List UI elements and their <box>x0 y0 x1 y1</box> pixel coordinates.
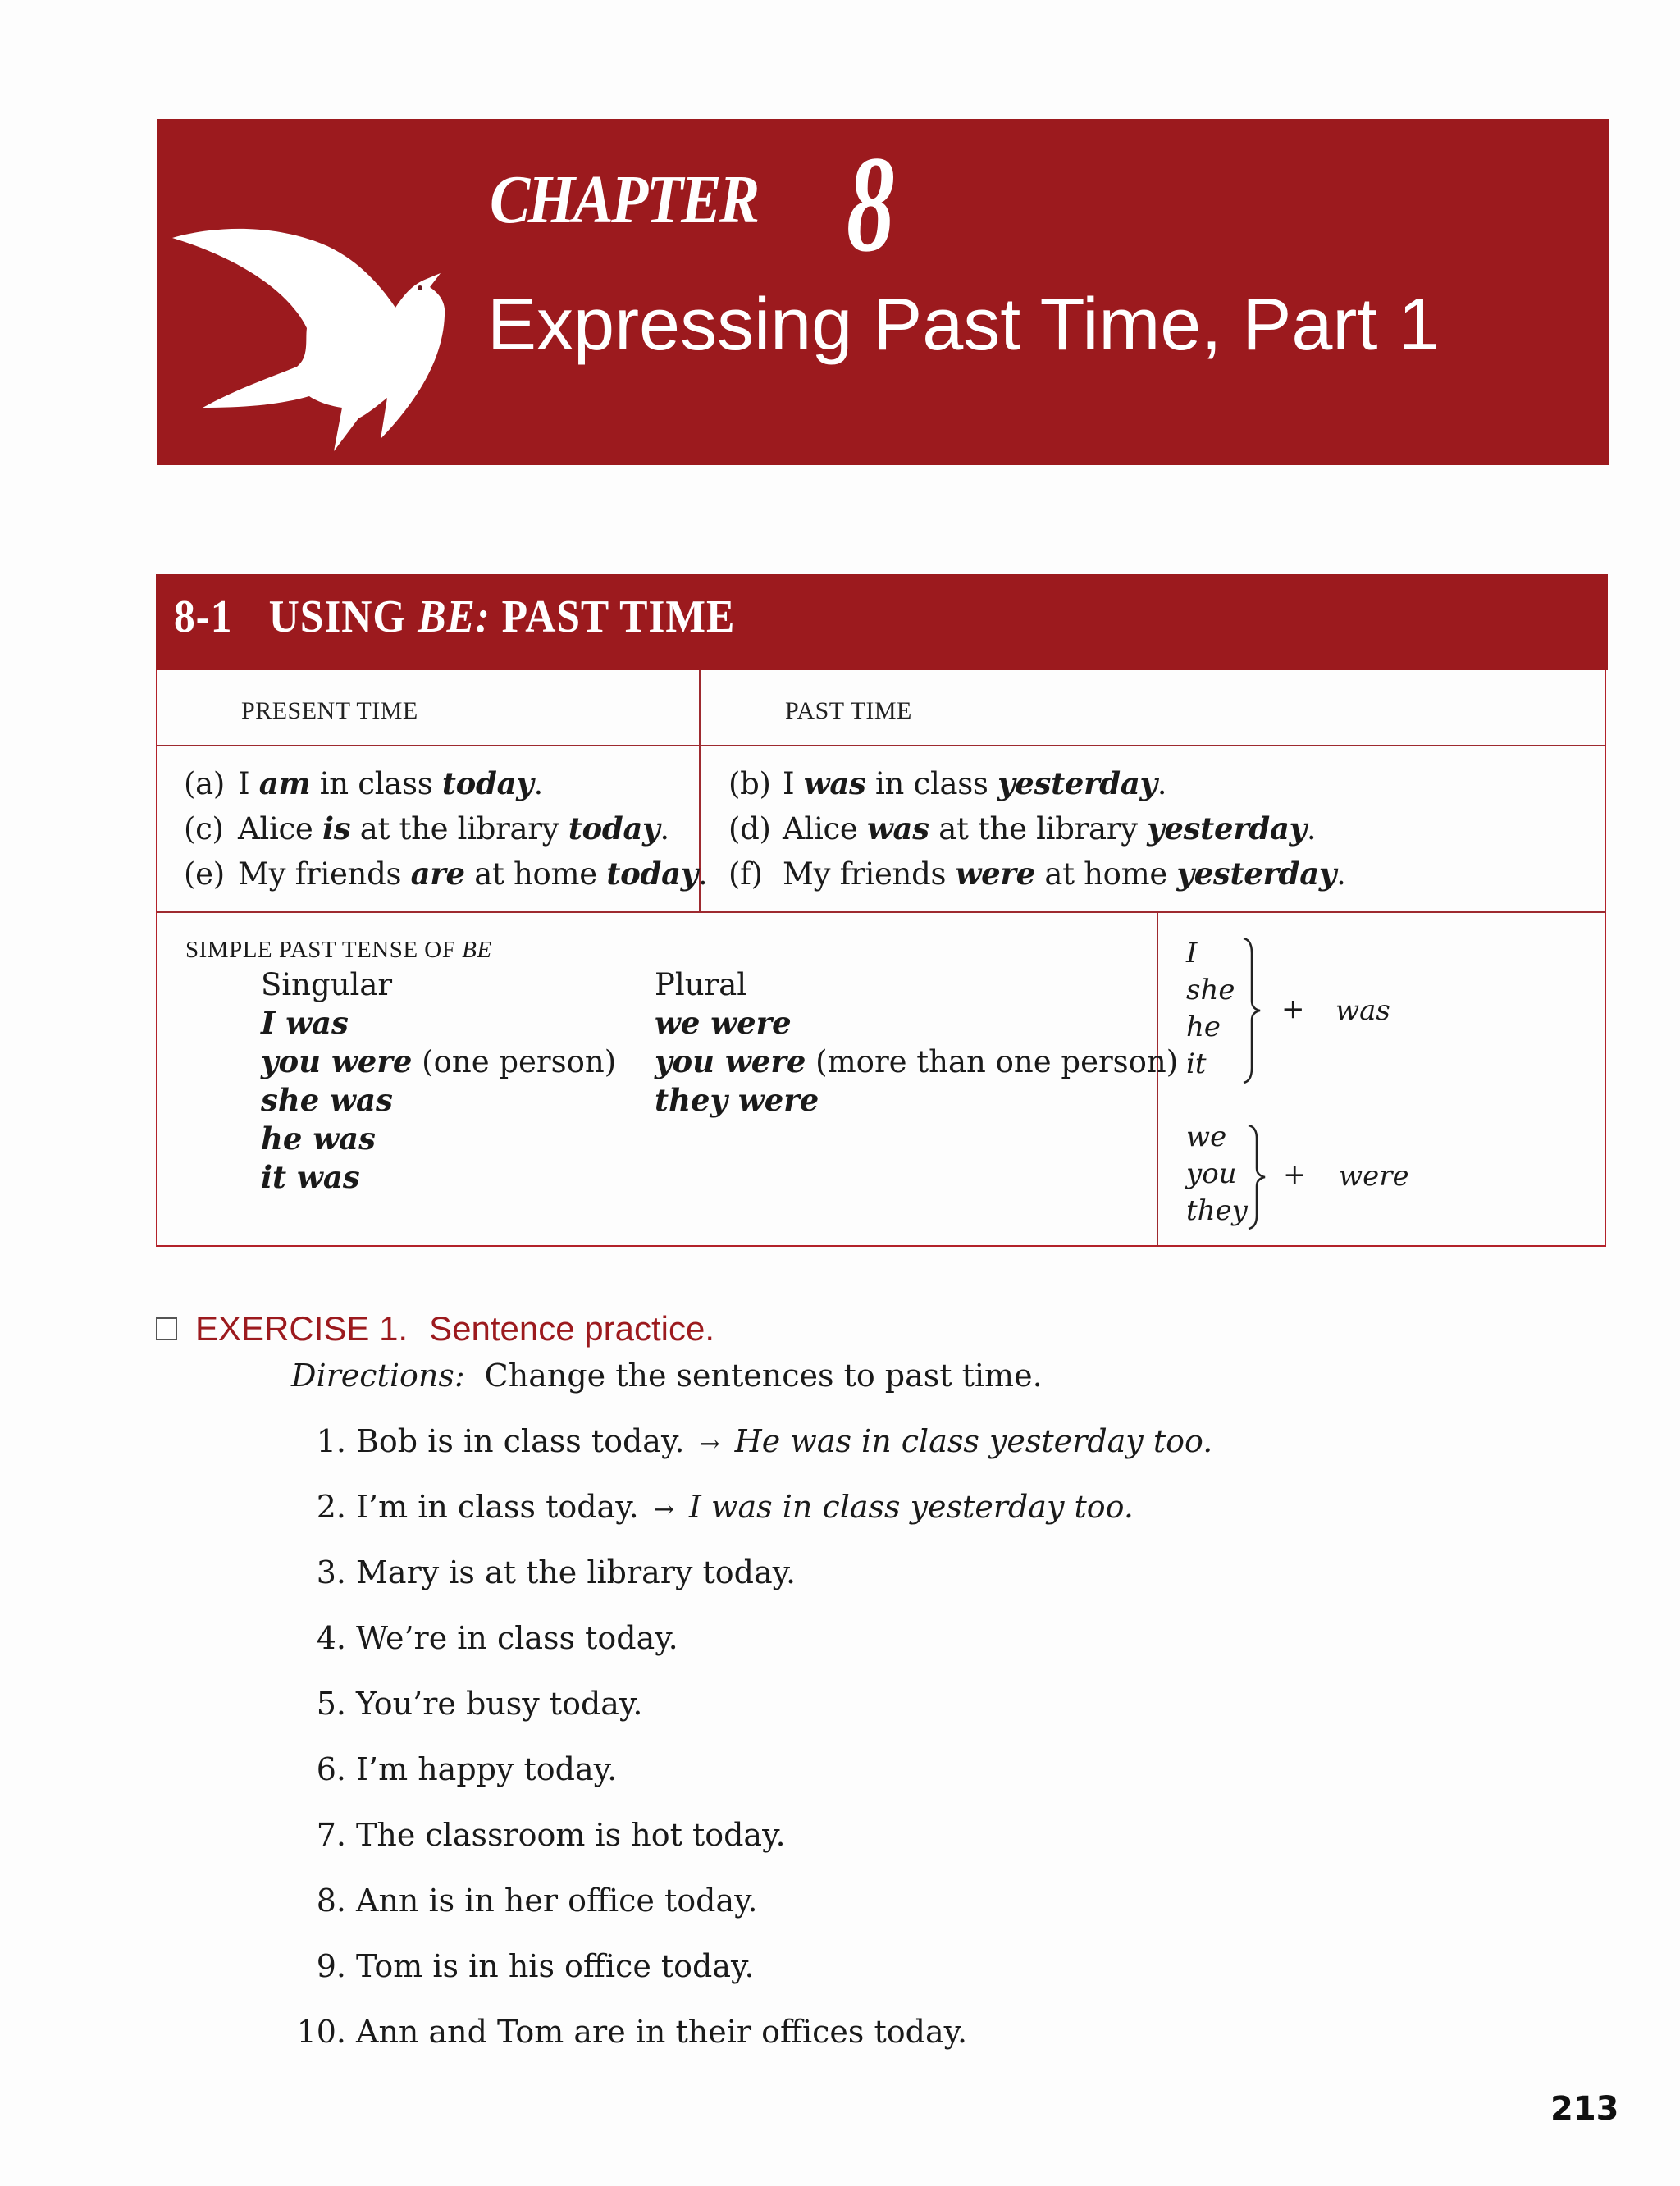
present-examples <box>184 761 707 897</box>
chapter-label: CHAPTER <box>490 162 758 238</box>
pronoun: it <box>1186 1047 1207 1080</box>
exercise-item: 6. I’m happy today. <box>316 1751 618 1787</box>
exercise-checkbox[interactable] <box>156 1317 177 1340</box>
singular-form: it was <box>261 1159 360 1195</box>
verb-was: was <box>1335 994 1390 1027</box>
section-header <box>156 574 1608 670</box>
pronoun: you <box>1186 1157 1237 1190</box>
exercise-label: EXERCISE 1. <box>195 1309 409 1348</box>
page-number: 213 <box>1550 2090 1619 2128</box>
section-number: 8-1 <box>174 591 233 642</box>
row-divider-1 <box>158 745 1606 746</box>
pronoun: we <box>1186 1120 1227 1153</box>
simple-past-heading: SIMPLE PAST TENSE OF BE <box>185 937 492 963</box>
was-group <box>1186 935 1235 1083</box>
exercise-title: Sentence practice. <box>429 1309 714 1348</box>
singular-form: she was <box>261 1082 393 1118</box>
were-group <box>1186 1119 1248 1230</box>
past-examples <box>728 761 1346 897</box>
grammar-chart-8-1 <box>156 574 1606 1247</box>
right-brace-icon <box>1245 1124 1270 1230</box>
singular-form: I was <box>261 1005 349 1041</box>
directions-label: Directions: <box>291 1358 465 1394</box>
row-divider-2 <box>158 911 1606 913</box>
exercise-item: 4. We’re in class today. <box>316 1620 678 1656</box>
example-f: (f) My friends were at home yesterday. <box>728 856 1346 892</box>
example-a: (a) I am in class today. <box>184 765 543 801</box>
arrow-icon: → <box>653 1495 674 1524</box>
exercise-item: 2. I’m in class today. → I was in class yesterday too. <box>316 1489 1134 1525</box>
singular-label: Singular <box>261 967 393 1002</box>
singular-form: you were (one person) <box>261 1043 617 1079</box>
example-c: (c) Alice is at the library today. <box>184 810 669 847</box>
plural-form: they were <box>655 1082 819 1118</box>
directions-text: Change the sentences to past time. <box>484 1358 1043 1394</box>
section-title <box>174 591 735 643</box>
plural-column <box>655 966 1178 1120</box>
chapter-title: Expressing Past Time, Part 1 <box>487 284 1440 366</box>
exercise-item: 10. Ann and Tom are in their offices today. <box>296 2014 968 2050</box>
plural-form: you were (more than one person) <box>655 1043 1179 1079</box>
plus-sign: + <box>1281 993 1305 1025</box>
plus-sign: + <box>1283 1158 1307 1191</box>
exercise-item: 1. Bob is in class today. → He was in class yesterday too. <box>316 1423 1213 1459</box>
example-e: (e) My friends are at home today. <box>184 856 708 892</box>
singular-column <box>261 966 616 1197</box>
chapter-banner <box>158 119 1609 465</box>
exercise-item: 7. The classroom is hot today. <box>316 1817 786 1853</box>
verb-were: were <box>1339 1160 1409 1193</box>
pronoun: she <box>1186 974 1235 1006</box>
swallow-bird-icon <box>166 193 477 455</box>
exercise-item: 5. You’re busy today. <box>316 1686 643 1722</box>
example-b: (b) I was in class yesterday. <box>728 765 1167 801</box>
pronoun: they <box>1186 1194 1248 1227</box>
exercise-item: 8. Ann is in her office today. <box>316 1883 758 1919</box>
section-title-suffix: PAST TIME <box>490 591 736 642</box>
exercise-directions <box>291 1358 1043 1394</box>
exercise-item: 3. Mary is at the library today. <box>316 1554 797 1590</box>
column-header-past: PAST TIME <box>785 697 912 724</box>
right-brace-icon <box>1240 937 1265 1084</box>
column-header-present: PRESENT TIME <box>241 697 418 724</box>
pronoun: I <box>1186 937 1198 970</box>
plural-label: Plural <box>655 967 747 1002</box>
pronoun: he <box>1186 1011 1221 1043</box>
section-title-italic: BE: <box>418 591 491 642</box>
singular-form: he was <box>261 1120 376 1157</box>
example-d: (d) Alice was at the library yesterday. <box>728 810 1317 847</box>
chapter-number: 8 <box>847 128 895 281</box>
arrow-icon: → <box>699 1430 720 1458</box>
section-title-prefix: USING <box>268 591 418 642</box>
plural-form: we were <box>655 1005 792 1041</box>
exercise-heading <box>156 1309 714 1349</box>
exercise-item: 9. Tom is in his office today. <box>316 1948 755 1984</box>
